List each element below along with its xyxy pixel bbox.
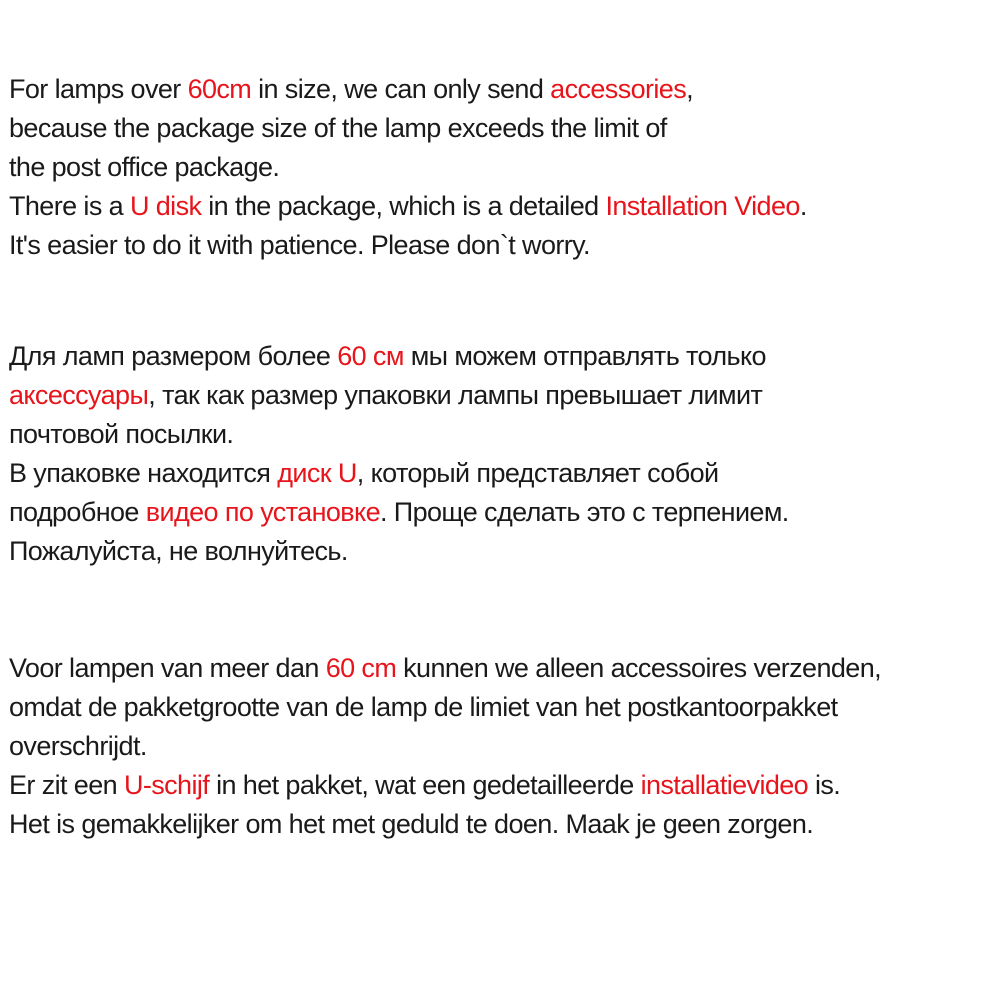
highlight-installation-video: Installation Video	[605, 191, 800, 221]
russian-line-1	[9, 337, 789, 376]
highlight-accessories: аксессуары	[9, 380, 149, 410]
english-line-2: because the package size of the lamp exceeds the limit of	[9, 113, 667, 143]
text-segment: Для ламп размером более	[9, 341, 338, 371]
dutch-line-5: Het is gemakkelijker om het met geduld te doen. Maak je geen zorgen.	[9, 809, 814, 839]
english-line-3: the post office package.	[9, 152, 280, 182]
text-segment: For lamps over	[9, 74, 188, 104]
dutch-line-3: overschrijdt.	[9, 731, 147, 761]
text-segment: in size, we can only send	[251, 74, 551, 104]
dutch-line-1	[9, 649, 881, 688]
dutch-line-4	[9, 766, 881, 805]
dutch-paragraph	[9, 649, 881, 844]
russian-line-6: Пожалуйста, не волнуйтесь.	[9, 536, 348, 566]
english-line-1	[9, 70, 807, 109]
text-segment: , который представляет собой	[356, 458, 719, 488]
english-line-5: It's easier to do it with patience. Please don`t worry.	[9, 230, 590, 260]
dutch-line-2: omdat de pakketgrootte van de lamp de limiet van het postkantoorpakket	[9, 692, 838, 722]
russian-line-5	[9, 493, 789, 532]
text-segment: in the package, which is a detailed	[201, 191, 606, 221]
text-segment: Er zit een	[9, 770, 124, 800]
russian-line-3: почтовой посылки.	[9, 419, 234, 449]
highlight-installation-video: видео по установке	[145, 497, 380, 527]
text-segment: ,	[686, 74, 694, 104]
highlight-size: 60 cm	[325, 653, 397, 683]
highlight-u-disk: диск U	[277, 458, 357, 488]
russian-paragraph	[9, 337, 789, 571]
text-segment: in het pakket, wat een gedetailleerde	[209, 770, 641, 800]
highlight-u-disk: U disk	[129, 191, 202, 221]
text-segment: Voor lampen van meer dan	[9, 653, 326, 683]
text-segment: , так как размер упаковки лампы превышает лимит	[148, 380, 763, 410]
text-segment: .	[799, 191, 807, 221]
russian-line-4	[9, 454, 789, 493]
text-segment: . Проще сделать это с терпением.	[379, 497, 789, 527]
highlight-size: 60 см	[337, 341, 404, 371]
text-segment: is.	[808, 770, 841, 800]
highlight-size: 60cm	[187, 74, 252, 104]
highlight-accessories: accessories	[550, 74, 687, 104]
text-segment: В упаковке находится	[9, 458, 278, 488]
text-segment: There is a	[9, 191, 130, 221]
text-segment: мы можем отправлять только	[403, 341, 766, 371]
english-line-4	[9, 187, 807, 226]
english-paragraph	[9, 70, 807, 265]
highlight-u-disk: U-schijf	[123, 770, 210, 800]
highlight-installation-video: installatievideo	[640, 770, 809, 800]
text-segment: kunnen we alleen accessoires verzenden,	[396, 653, 882, 683]
text-segment: подробное	[9, 497, 146, 527]
russian-line-2	[9, 376, 789, 415]
